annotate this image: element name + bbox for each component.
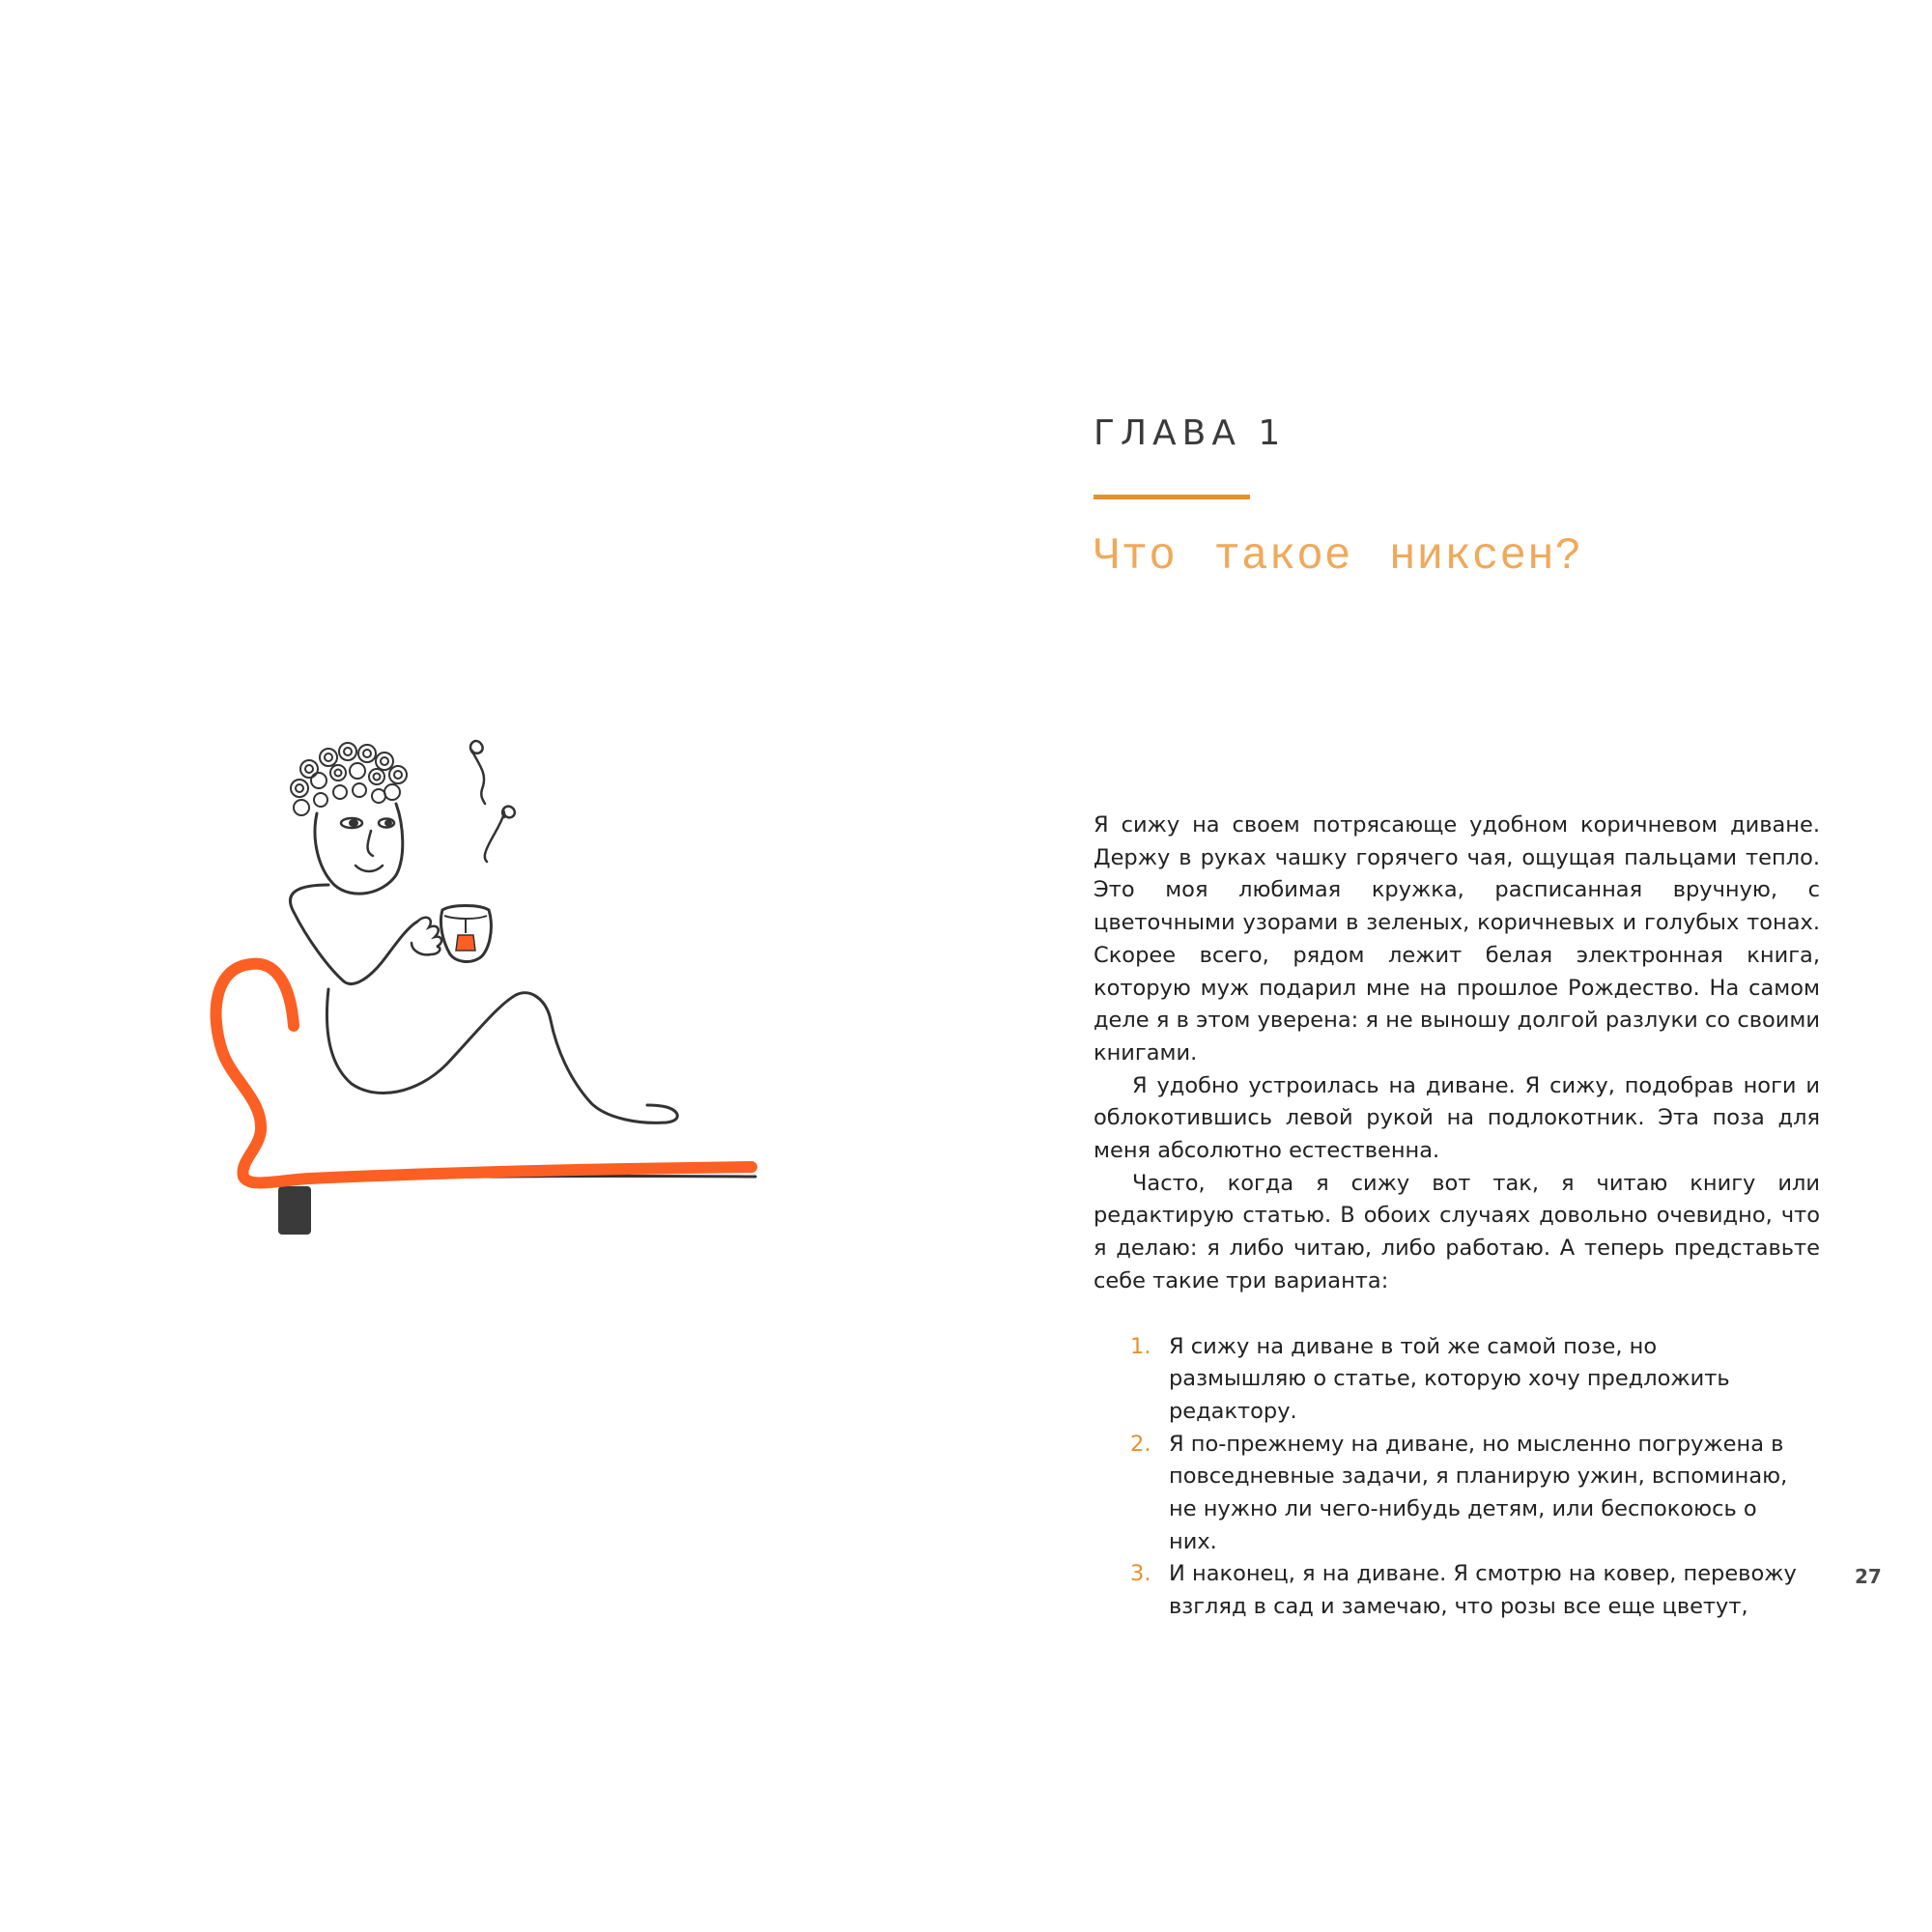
page-number: 27: [1855, 1565, 1882, 1588]
list-item-text: Я по-прежнему на диване, но мысленно погружена в повседневные задачи, я планирую ужин, вспоминаю, не нужно ли чего-нибудь детям, или беспокоюсь о них.: [1169, 1431, 1788, 1554]
sofa-leg: [278, 1186, 311, 1235]
tea-cup: [440, 906, 491, 962]
list-item: [1094, 1331, 1799, 1429]
left-pupil: [349, 819, 358, 827]
chapter-rule: [1094, 495, 1250, 499]
sofa-body: [216, 964, 752, 1183]
woman-on-sofa-with-tea-illustration: [193, 715, 792, 1256]
right-pupil: [384, 820, 392, 827]
nose: [368, 831, 374, 856]
curly-hair: [291, 743, 407, 815]
list-item-text: И наконец, я на диване. Я смотрю на ковер, перевожу взгляд в сад и замечаю, что розы все еще цветут,: [1169, 1561, 1797, 1620]
list-item-number: 2.: [1130, 1431, 1151, 1457]
list-item-number: 3.: [1130, 1561, 1151, 1587]
shoulder-arm: [290, 885, 417, 983]
steam-swirl-2: [485, 807, 515, 862]
paragraph: Я удобно устроилась на диване. Я сижу, подобрав ноги и облокотившись левой рукой на подлокотник. Эта поза для меня абсолютно естественна.: [1094, 1072, 1820, 1164]
head: [315, 804, 403, 894]
paragraph: Часто, когда я сижу вот так, я читаю книгу или редактирую статью. В обоих случаях довольно очевидно, что я делаю: я либо читаю, либо работаю. А теперь представьте себе такие три варианта:: [1094, 1170, 1820, 1293]
list-item-text: Я сижу на диване в той же самой позе, но размышляю о статье, которую хочу предложить редактору.: [1169, 1333, 1730, 1424]
steam-swirl-1: [470, 741, 485, 804]
chapter-title: Что такое никсен?: [1094, 531, 1583, 582]
paragraph: Я сижу на своем потрясающе удобном коричневом диване. Держу в руках чашку горячего чая, ощущая пальцами тепло. Это моя любимая кружка, расписанная вручную, с цветочными узорами в зеленых, коричневых и голубых тонах. Скорее всего, рядом лежит белая электронная книга, которую муж подарил мне на прошлое Рождество. На самом деле я в этом уверена: я не выношу долгой разлуки со своими книгами.: [1094, 812, 1820, 1065]
torso: [327, 989, 677, 1122]
body-text: [1094, 810, 1820, 1624]
chapter-label: ГЛАВА 1: [1094, 413, 1287, 453]
list-item: [1094, 1558, 1799, 1623]
mouth: [355, 866, 383, 871]
list-item-number: 1.: [1130, 1333, 1151, 1359]
list-item: [1094, 1429, 1799, 1559]
numbered-list: [1094, 1331, 1820, 1624]
tea-bag: [456, 935, 475, 951]
